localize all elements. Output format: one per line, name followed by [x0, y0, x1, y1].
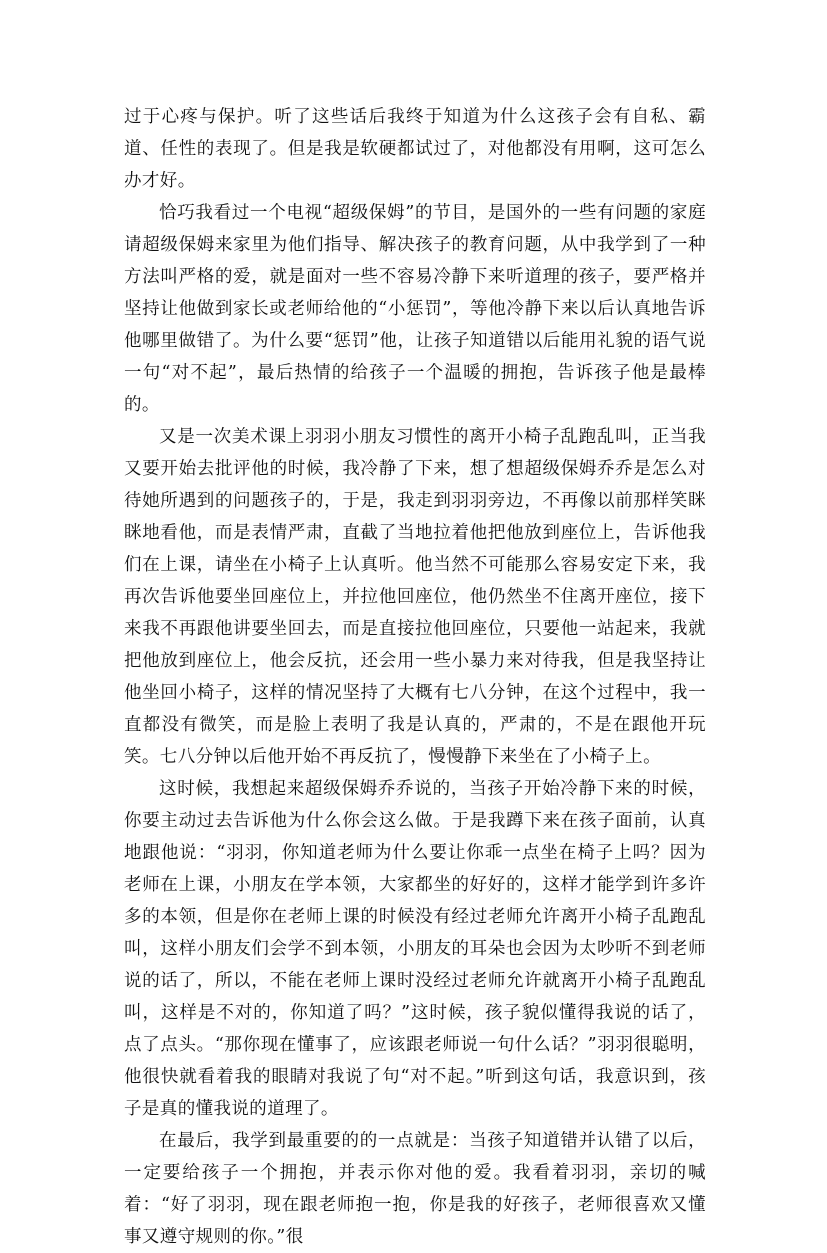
paragraph-5: 在最后，我学到最重要的的一点就是：当孩子知道错并认错了以后，一定要给孩子一个拥抱，并表示你对他的爱。我看着羽羽，亲切的喊着：“好了羽羽，现在跟老师抱一抱，你是我的好孩子，老师很喜欢又懂事又遵守规则的你。”很 [124, 1131, 706, 1247]
paragraph-2: 恰巧我看过一个电视“超级保姆”的节目，是国外的一些有问题的家庭请超级保姆来家里为他们指导、解决孩子的教育问题，从中我学到了一种方法叫严格的爱，就是面对一些不容易冷静下来听道理的孩子，要严格并坚持让他做到家长或老师给他的“小惩罚”，等他冷静下来以后认真地告诉他哪里做错了。为什么要“惩罚”他，让孩子知道错以后能用礼貌的语气说一句“对不起”，最后热情的给孩子一个温暖的拥抱，告诉孩子他是最棒的。 [124, 203, 706, 415]
paragraph-1: 过于心疼与保护。听了这些话后我终于知道为什么这孩子会有自私、霸道、任性的表现了。但是我是软硬都试过了，对他都没有用啊，这可怎么办才好。 [124, 107, 706, 191]
document-page [124, 101, 706, 1253]
paragraph-4: 这时候，我想起来超级保姆乔乔说的，当孩子开始冷静下来的时候，你要主动过去告诉他为什么你会这么做。于是我蹲下来在孩子面前，认真地跟他说：“羽羽，你知道老师为什么要让你乖一点坐在椅子上吗？因为老师在上课，小朋友在学本领，大家都坐的好好的，这样才能学到许多许多的本领，但是你在老师上课的时候没有经过老师允许离开小椅子乱跑乱叫，这样小朋友们会学不到本领，小朋友的耳朵也会因为太吵听不到老师说的话了，所以，不能在老师上课时没经过老师允许就离开小椅子乱跑乱叫，这样是不对的，你知道了吗？”这时候，孩子貌似懂得我说的话了，点了点头。“那你现在懂事了，应该跟老师说一句什么话？”羽羽很聪明，他很快就看着我的眼睛对我说了句“对不起。”听到这句话，我意识到，孩子是真的懂我说的道理了。 [124, 779, 706, 1119]
paragraph-3: 又是一次美术课上羽羽小朋友习惯性的离开小椅子乱跑乱叫，正当我又要开始去批评他的时候，我冷静了下来，想了想超级保姆乔乔是怎么对待她所遇到的问题孩子的，于是，我走到羽羽旁边，不再像以前那样笑眯眯地看他，而是表情严肃，直截了当地拉着他把他放到座位上，告诉他我们在上课，请坐在小椅子上认真听。他当然不可能那么容易安定下来，我再次告诉他要坐回座位上，并拉他回座位，他仍然坐不住离开座位，接下来我不再跟他讲要坐回去，而是直接拉他回座位，只要他一站起来，我就把他放到座位上，他会反抗，还会用一些小暴力来对待我，但是我坚持让他坐回小椅子，这样的情况坚持了大概有七八分钟，在这个过程中，我一直都没有微笑，而是脸上表明了我是认真的，严肃的，不是在跟他开玩笑。七八分钟以后他开始不再反抗了，慢慢静下来坐在了小椅子上。 [124, 427, 706, 767]
